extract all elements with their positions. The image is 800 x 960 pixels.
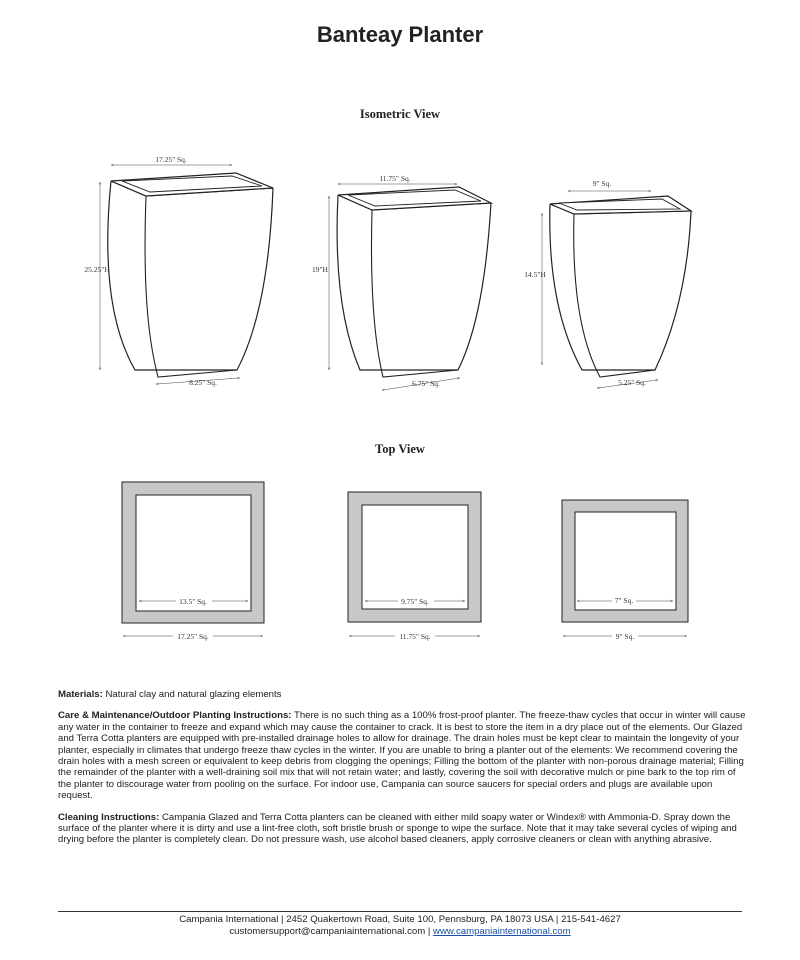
isometric-planter-medium [329, 184, 491, 390]
planter-large-height-label: 25.25"H [84, 265, 110, 274]
top-view-drawings [0, 475, 800, 650]
footer-separator: | [425, 925, 434, 937]
product-description [58, 689, 748, 856]
materials-paragraph [58, 689, 748, 700]
footer-address: Campania International | 2452 Quakertown Road, Suite 100, Pennsburg, PA 18073 USA | 215-541-4627 [179, 914, 621, 925]
footer-email: customersupport@campaniainternational.com [229, 925, 426, 937]
isometric-planter-small [542, 191, 691, 388]
footer-divider [58, 911, 742, 912]
planter-medium-top-label: 11.75" Sq. [379, 174, 411, 183]
planter-small-top-label: 9" Sq. [592, 179, 612, 188]
care-text: There is no such thing as a 100% frost-proof planter. The freeze-thaw cycles that occur in winter will cause any water in the container to freeze and expand which may cause the container to crack. It is best to store the item in a dry place out of the elements. Our Glazed and Terra Cotta planters are equipped with pre-installed drainage holes to allow for drainage. The drain holes must be kept clear to maintain the longevity of your planter, especially in climates that undergo freeze thaw cycles in the winter. If you are unable to bring a planter out of the elements: We recommend covering the drain holes with a mesh screen or equivalent to keep debris from clogging the openings; Filling the bottom of the planter with non-porous drainage material; Filling the remainder of the planter with a well-draining soil mix that will not retain water; and lastly, covering the soil with decorative mulch or pine bark to the top rim of the planter to discourage water from pooling on the surface. For indoor use, Campania can source saucers for special orders and plugs are available upon request. [58, 710, 746, 802]
planter-medium-height-label: 19"H [312, 265, 328, 274]
top-view-planter-medium [348, 492, 481, 636]
cleaning-paragraph [58, 812, 748, 846]
footer [0, 914, 800, 937]
isometric-drawings [0, 145, 800, 410]
top-medium-inner-label: 9.75" Sq. [401, 597, 429, 606]
top-small-outer-label: 9" Sq. [615, 632, 635, 641]
page-title: Banteay Planter [316, 22, 484, 47]
planter-medium-base-label: 6.75" Sq. [412, 379, 440, 388]
top-view-planter-small [562, 500, 688, 636]
isometric-planter-large [100, 165, 273, 384]
care-label: Care & Maintenance/Outdoor Planting Instructions: [58, 710, 292, 722]
planter-small-base-label: 5.25" Sq. [618, 378, 646, 387]
top-large-inner-label: 13.5" Sq. [179, 597, 207, 606]
top-medium-outer-label: 11.75" Sq. [399, 632, 431, 641]
materials-label: Materials: [58, 689, 103, 700]
top-view-heading: Top View [375, 442, 425, 456]
top-large-outer-label: 17.25" Sq. [177, 632, 209, 641]
materials-text: Natural clay and natural glazing elements [102, 689, 282, 700]
top-small-inner-label: 7" Sq. [614, 596, 634, 605]
planter-large-base-label: 8.25" Sq. [189, 378, 217, 387]
care-paragraph [58, 710, 748, 801]
footer-website-link[interactable]: www.campaniainternational.com [433, 925, 571, 937]
planter-large-top-label: 17.25" Sq. [155, 155, 187, 164]
planter-small-height-label: 14.5"H [524, 270, 546, 279]
cleaning-text: Campania Glazed and Terra Cotta planters can be cleaned with either mild soapy water or Windex® with Ammonia-D. Spray down the surface of the planter where it is dirty and use a lint-free cloth, soft bristle brush or sponge to wipe the surface. Note that it may take several cycles of wiping and drying before the planter is completely clean. Do not pressure wash, use alcohol based cleaners, apply corrosive cleaners or clean with anything abrasive. [58, 811, 737, 846]
footer-contact [0, 926, 800, 938]
isometric-view-heading: Isometric View [359, 107, 441, 121]
top-view-planter-large [122, 482, 264, 636]
cleaning-label: Cleaning Instructions: [58, 811, 160, 823]
